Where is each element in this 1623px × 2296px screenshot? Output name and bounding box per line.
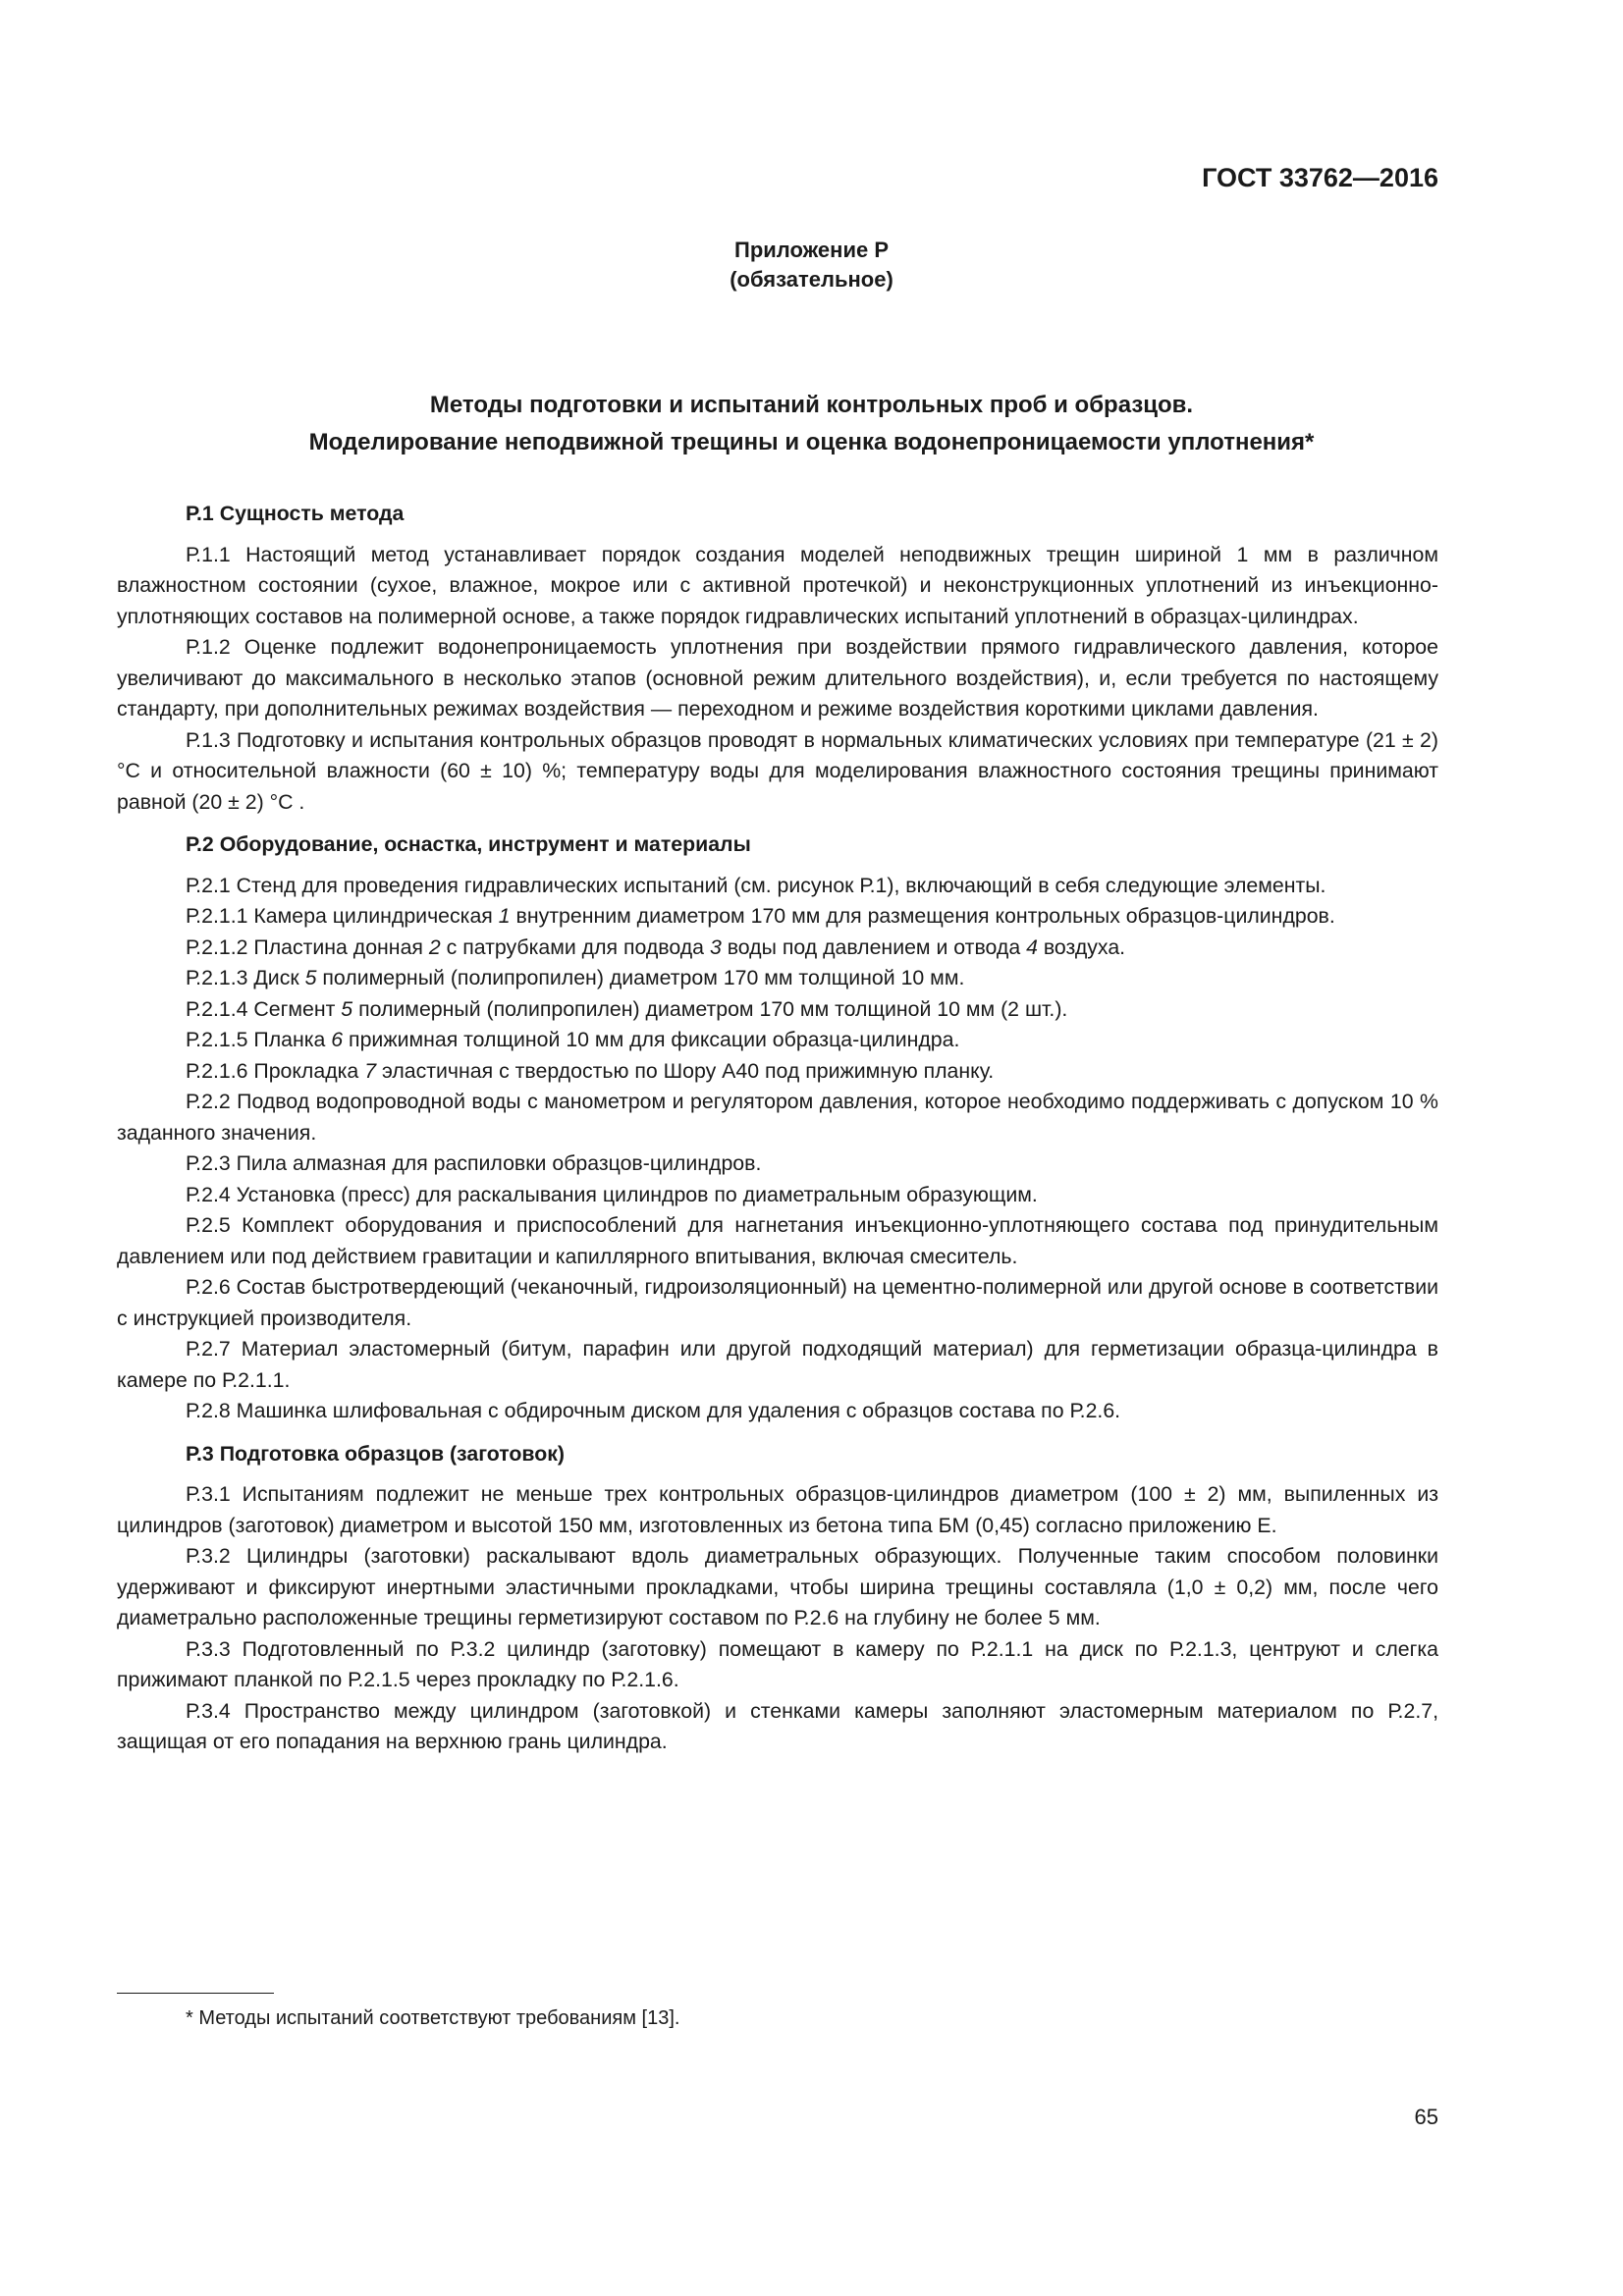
appendix-status: (обязательное) [730, 267, 893, 292]
paragraph-p3-1: Р.3.1 Испытаниям подлежит не меньше трех контрольных образцов-цилиндров диаметром (100 ± 2) мм, выпиленных из цилиндров (заготовок) диаметром и высотой 150 мм, изготовленных из бетона типа БМ (0,45) согласно приложению Е. [117, 1482, 1438, 1537]
paragraph-p2-7: Р.2.7 Материал эластомерный (битум, парафин или другой подходящий материал) для герметизации образца-цилиндра в камере по Р.2.1.1. [117, 1337, 1438, 1392]
paragraph-p2-3: Р.2.3 Пила алмазная для распиловки образцов-цилиндров. [186, 1151, 762, 1175]
title-line-1: Методы подготовки и испытаний контрольных проб и образцов. [429, 392, 1194, 418]
document-id: ГОСТ 33762—2016 [1202, 163, 1438, 192]
paragraph-p2-1-5: Р.2.1.5 Планка 6 прижимная толщиной 10 мм для фиксации образца-цилиндра. [186, 1028, 960, 1051]
paragraph-p2-1-2: Р.2.1.2 Пластина донная 2 с патрубками для подвода 3 воды под давлением и отвода 4 воздуха. [186, 934, 1126, 959]
paragraph-p2-8: Р.2.8 Машинка шлифовальная с обдирочным диском для удаления с образцов состава по Р.2.6. [186, 1399, 1121, 1422]
paragraph-p1-3: Р.1.3 Подготовку и испытания контрольных образцов проводят в нормальных климатических условиях при температуре (21 ± 2) °С и относительной влажности (60 ± 10) %; температуру воды для моделирования влажностного состояния трещины принимают равной (20 ± 2) °С . [117, 727, 1438, 814]
page-number: 65 [1414, 2105, 1438, 2129]
footnote-divider [117, 1993, 274, 1994]
section-heading-p3: Р.3 Подготовка образцов (заготовок) [186, 1441, 565, 1466]
appendix-label: Приложение Р [734, 238, 889, 262]
paragraph-p1-1: Р.1.1 Настоящий метод устанавливает порядок создания моделей неподвижных трещин шириной 1 мм в различном влажностном состоянии (сухое, влажное, мокрое или с активной протечкой) и неконструкционных уплотнений из инъекционно-уплотняющих составов на полимерной основе, а также порядок гидравлических испытаний уплотнений в образцах-цилиндрах. [117, 542, 1438, 628]
paragraph-p2-4: Р.2.4 Установка (пресс) для раскалывания цилиндров по диаметральным образующим. [186, 1182, 1038, 1206]
title-line-2: Моделирование неподвижной трещины и оценка водонепроницаемости уплотнения* [308, 429, 1315, 455]
section-heading-p1: Р.1 Сущность метода [186, 502, 405, 525]
paragraph-p3-4: Р.3.4 Пространство между цилиндром (заготовкой) и стенками камеры заполняют эластомерным материалом по Р.2.7, защищая от его попадания на верхнюю грань цилиндра. [117, 1698, 1438, 1753]
paragraph-p2-1-3: Р.2.1.3 Диск 5 полимерный (полипропилен) диаметром 170 мм толщиной 10 мм. [186, 966, 965, 989]
appendix-title [0, 387, 1623, 461]
paragraph-p2-1-1: Р.2.1.1 Камера цилиндрическая 1 внутренним диаметром 170 мм для размещения контрольных образцов-цилиндров. [186, 904, 1335, 928]
document-body [117, 499, 1438, 1758]
paragraph-p3-2: Р.3.2 Цилиндры (заготовки) раскалывают вдоль диаметральных образующих. Полученные таким способом половинки удерживают и фиксируют инертными эластичными прокладками, чтобы ширина трещины составляла (1,0 ± 0,2) мм, после чего диаметрально расположенные трещины герметизируют составом по Р.2.6 на глубину не более 5 мм. [117, 1544, 1438, 1629]
paragraph-p3-3: Р.3.3 Подготовленный по Р.3.2 цилиндр (заготовку) помещают в камеру по Р.2.1.1 на диск по Р.2.1.3, центруют и слегка прижимают планкой по Р.2.1.5 через прокладку по Р.2.1.6. [117, 1636, 1438, 1691]
paragraph-p2-6: Р.2.6 Состав быстротвердеющий (чеканочный, гидроизоляционный) на цементно-полимерной или другой основе в соответствии с инструкцией производителя. [117, 1275, 1438, 1330]
paragraph-p2-2: Р.2.2 Подвод водопроводной воды с манометром и регулятором давления, которое необходимо поддерживать с допуском 10 % заданного значения. [117, 1090, 1438, 1145]
paragraph-p2-1: Р.2.1 Стенд для проведения гидравлических испытаний (см. рисунок Р.1), включающий в себя следующие элементы. [186, 873, 1326, 897]
section-heading-p2: Р.2 Оборудование, оснастка, инструмент и материалы [186, 832, 751, 856]
paragraph-p2-1-6: Р.2.1.6 Прокладка 7 эластичная с твердостью по Шору А40 под прижимную планку. [186, 1058, 995, 1083]
paragraph-p2-1-4: Р.2.1.4 Сегмент 5 полимерный (полипропилен) диаметром 170 мм толщиной 10 мм (2 шт.). [186, 996, 1068, 1021]
footnote: * Методы испытаний соответствуют требованиям [13]. [186, 2007, 680, 2029]
paragraph-p1-2: Р.1.2 Оценке подлежит водонепроницаемость уплотнения при воздействии прямого гидравлического давления, которое увеличивают до максимального в несколько этапов (основной режим длительного воздействия), и, если требуется по настоящему стандарту, при дополнительных режимах воздействия — переходном и режиме воздействия короткими циклами давления. [117, 635, 1438, 721]
appendix-heading [0, 236, 1623, 294]
paragraph-p2-5: Р.2.5 Комплект оборудования и приспособлений для нагнетания инъекционно-уплотняющего состава под принудительным давлением или под действием гравитации и капиллярного впитывания, включая смеситель. [117, 1213, 1438, 1268]
